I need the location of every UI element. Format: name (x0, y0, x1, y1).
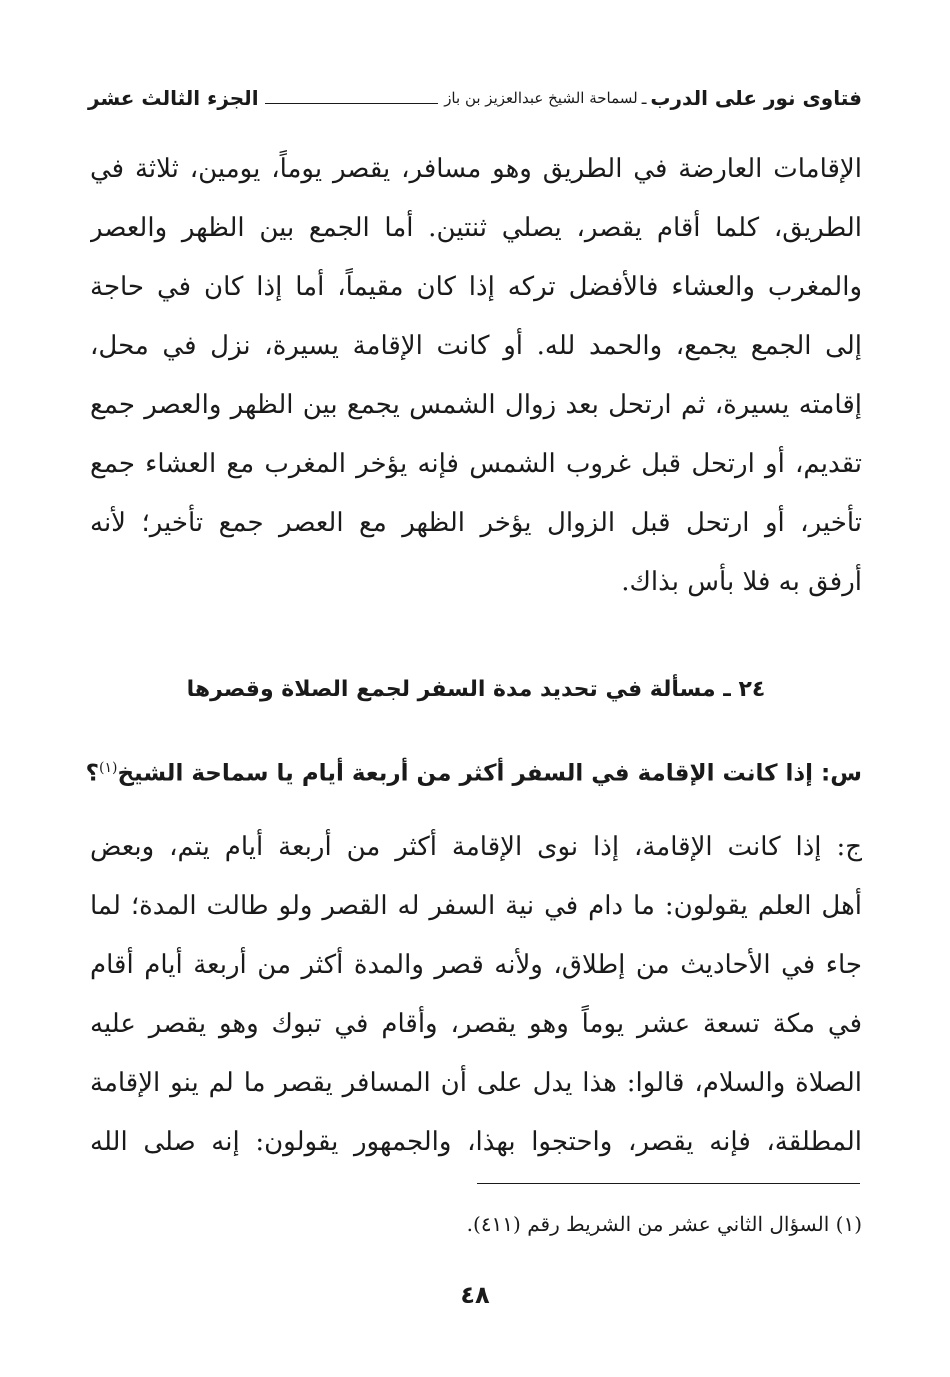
footnote-divider (477, 1183, 860, 1184)
section-heading: ٢٤ ـ مسألة في تحديد مدة السفر لجمع الصلاة وقصرها (186, 677, 766, 702)
text-line: أهل العلم يقولون: ما دام في نية السفر له القصر ولو طالت المدة؛ لما (90, 891, 862, 921)
continuation-paragraph (90, 140, 862, 612)
text-line: جاء في الأحاديث من إطلاق، ولأنه قصر والمدة أكثر من أربعة أيام أقام (90, 950, 862, 980)
text-line: الإقامات العارضة في الطريق وهو مسافر، يقصر يوماً، يومين، ثلاثة في (90, 154, 862, 184)
text-line: والمغرب والعشاء فالأفضل تركه إذا كان مقيماً، أما إذا كان في حاجة (90, 272, 862, 302)
question-text: س: إذا كانت الإقامة في السفر أكثر من أربعة أيام يا سماحة الشيخ (117, 760, 862, 787)
header-dash: ـ (641, 88, 647, 108)
text-line: تقديم، أو ارتحل قبل غروب الشمس فإنه يؤخر المغرب مع العشاء جمع (90, 449, 862, 479)
text-line: إقامته يسيرة، ثم ارتحل بعد زوال الشمس يجمع بين الظهر والعصر جمع (90, 390, 862, 420)
text-line: في مكة تسعة عشر يوماً وهو يقصر، وأقام في تبوك وهو يقصر عليه (90, 1009, 862, 1039)
answer-paragraph (90, 818, 862, 1172)
header-rule (265, 103, 439, 104)
footnote: (١) السؤال الثاني عشر من الشريط رقم (٤١١). (466, 1212, 862, 1236)
text-line: أرفق به فلا بأس بذاك. (621, 567, 862, 597)
question-mark: ؟ (85, 760, 99, 787)
page-number: ٤٨ (460, 1281, 490, 1309)
running-header (88, 78, 862, 118)
volume-part: الجزء الثالث عشر (88, 86, 259, 110)
text-line: الصلاة والسلام، قالوا: هذا يدل على أن المسافر يقصر ما لم ينو الإقامة (90, 1068, 862, 1098)
author-name: لسماحة الشيخ عبدالعزيز بن باز (444, 89, 638, 107)
text-line: ج: إذا كانت الإقامة، إذا نوى الإقامة أكثر من أربعة أيام يتم، وبعض (90, 832, 862, 862)
book-title: فتاوى نور على الدرب (650, 86, 862, 110)
question (85, 740, 862, 802)
text-line: تأخير، أو ارتحل قبل الزوال يؤخر الظهر مع العصر جمع تأخير؛ لأنه (90, 508, 862, 538)
text-line: الطريق، كلما أقام يقصر، يصلي ثنتين. أما الجمع بين الظهر والعصر (90, 213, 862, 243)
text-line: المطلقة، فإنه يقصر، واحتجوا بهذا، والجمهور يقولون: إنه صلى الله (90, 1127, 862, 1157)
footnote-reference[interactable]: (١) (98, 760, 118, 776)
text-line: إلى الجمع يجمع، والحمد لله. أو كانت الإقامة يسيرة، نزل في محل، (90, 331, 862, 361)
